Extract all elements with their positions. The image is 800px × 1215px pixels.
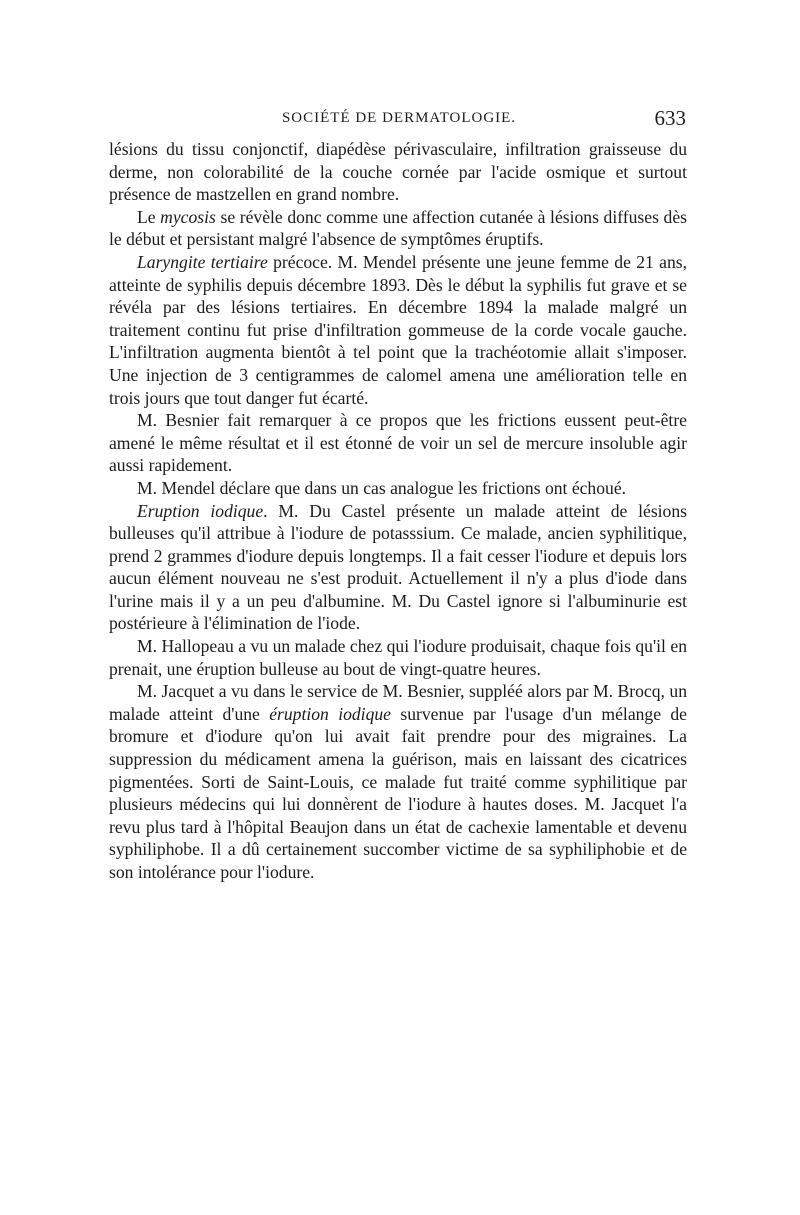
- paragraph-3-italic-heading: Laryngite tertiaire: [137, 251, 268, 272]
- paragraph-3-text: précoce. M. Mendel présente une jeune femme de 21 ans, atteinte de syphilis depuis décembre 1893. Dès le début la syphilis fut grave et se révéla par des lésions tertiaires. En décembre 1894 la malade malgré un traitement continu fut prise d'infiltration gommeuse de la corde vocale gauche. L'infiltration augmenta bientôt à tel point que la trachéotomie allait s'imposer. Une injection de 3 centigrammes de calomel amena une amélioration telle en trois jours que tout danger fut écarté.: [109, 251, 687, 408]
- running-head: [112, 108, 686, 134]
- running-title: SOCIÉTÉ DE DERMATOLOGIE.: [281, 110, 517, 126]
- paragraph-4-text: M. Besnier fait remarquer à ce propos que les frictions eussent peut-être amené le même résultat et il est étonné de voir un sel de mercure insoluble agir aussi rapidement.: [109, 410, 687, 476]
- paragraph-8-text: survenue par l'usage d'un mélange de bromure et d'iodure qu'on lui avait fait prendre pour des migraines. La suppression du médicament amena la guérison, mais en laissant des cicatrices pigmentées. Sorti de Saint-Louis, ce malade fut traité comme syphilitique par plusieurs médecins qui lui donnèrent de l'iodure à hautes doses. M. Jacquet l'a revu plus tard à l'hôpital Beaujon dans un état de cachexie lamentable et devenu syphiliphobe. Il a dû certainement succomber victime de sa syphiliphobie et de son intolérance pour l'iodure.: [109, 703, 687, 882]
- paragraph-8: [109, 680, 687, 883]
- paragraph-2-lead: Le: [137, 206, 161, 227]
- paragraph-6-text: . M. Du Castel présente un malade atteint de lésions bulleuses qu'il attribue à l'iodure de potasssium. Ce malade, ancien syphilitique, prend 2 grammes d'iodure depuis longtemps. Il a fait cesser l'iodure et depuis lors aucun élément nouveau ne s'est produit. Actuellement il n'y a plus d'iode dans l'urine mais il y a un peu d'albumine. M. Du Castel ignore si l'albuminurie est postérieure à l'élimination de l'iode.: [109, 500, 687, 634]
- paragraph-6: [109, 500, 687, 636]
- paragraph-8-italic-term: éruption iodique: [269, 703, 391, 724]
- paragraph-6-italic-heading: Eruption iodique: [137, 500, 264, 521]
- paragraph-5-text: M. Mendel déclare que dans un cas analogue les frictions ont échoué.: [137, 477, 627, 498]
- paragraph-3: [109, 251, 687, 409]
- paragraph-7-text: M. Hallopeau a vu un malade chez qui l'iodure produisait, chaque fois qu'il en prenait, une éruption bulleuse au bout de vingt-quatre heures.: [109, 636, 687, 679]
- page-number: 633: [654, 106, 686, 130]
- paragraph-2-italic-term: mycosis: [160, 206, 216, 227]
- paragraph-7: [109, 635, 687, 680]
- paragraph-1-text: lésions du tissu conjonctif, diapédèse périvasculaire, infiltration graisseuse du derme, non colorabilité de la couche cornée par l'acide osmique et surtout présence de mastzellen en grand nombre.: [109, 139, 687, 205]
- paragraph-2-text: se révèle donc comme une affection cutanée à lésions diffuses dès le début et persistant malgré l'absence de symptômes éruptifs.: [109, 206, 687, 250]
- body-text: [109, 138, 687, 884]
- paragraph-1: [109, 138, 687, 206]
- paragraph-8-lead: M. Jacquet a vu dans le service de M. Besnier, suppléé alors par M. Brocq, un malade atteint d'une: [109, 681, 687, 724]
- paragraph-5: [109, 477, 687, 500]
- book-page: [100, 90, 700, 1145]
- paragraph-4: [109, 409, 687, 477]
- paragraph-2: [109, 206, 687, 251]
